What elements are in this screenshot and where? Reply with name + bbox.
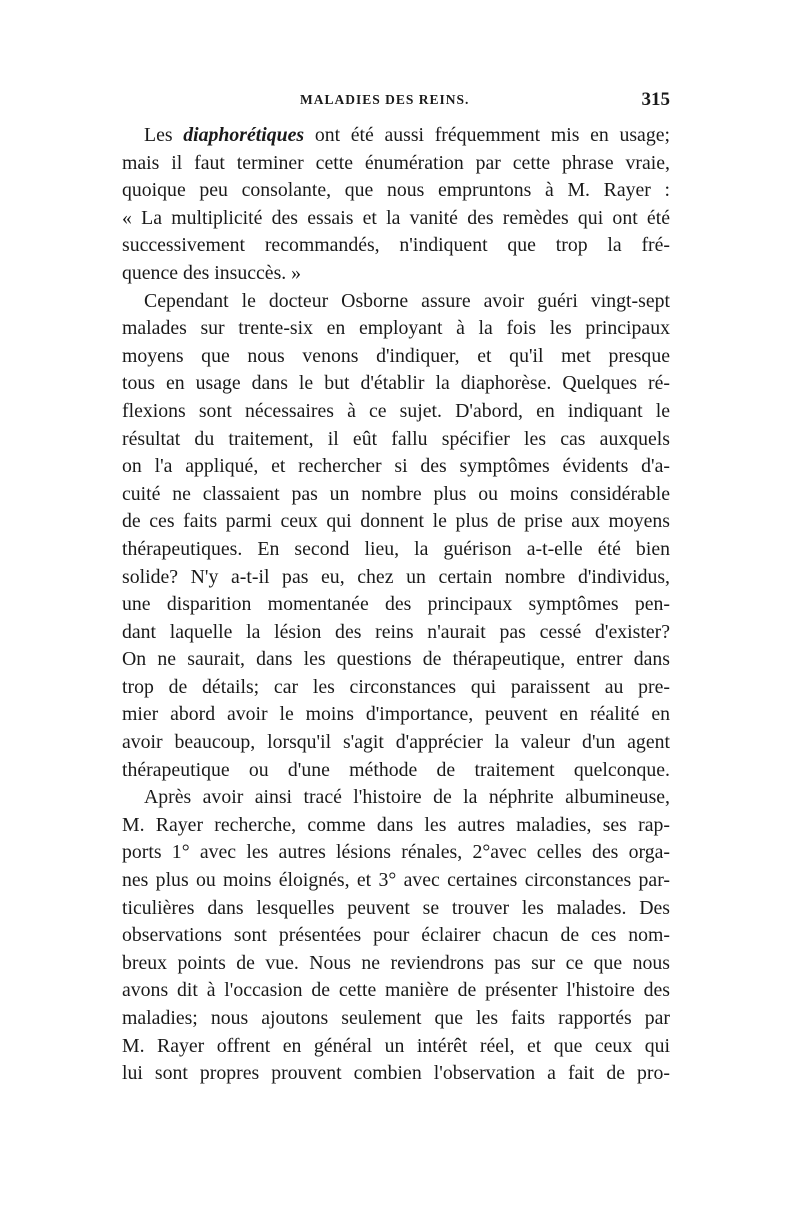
text-line: moyens que nous venons d'indiquer, et qu'il met presque — [122, 344, 670, 367]
text-line: avons dit à l'occasion de cette manière de présenter l'histoire des — [122, 979, 670, 1002]
text-line: dant laquelle la lésion des reins n'aurait pas cessé d'exister? — [122, 620, 670, 643]
text-line: maladies; nous ajoutons seulement que les faits rapportés par — [122, 1007, 670, 1029]
body-text — [122, 122, 670, 1088]
text-line — [122, 122, 670, 150]
text-line: On ne saurait, dans les questions de thérapeutique, entrer dans — [122, 648, 670, 671]
text-line: « La multiplicité des essais et la vanité des remèdes qui ont été — [122, 206, 670, 229]
text-line: thérapeutique ou d'une méthode de traitement quelconque. — [122, 758, 670, 781]
text-line: observations sont présentées pour éclairer chacun de ces nom- — [122, 924, 670, 947]
text-line: ports 1° avec les autres lésions rénales, 2°avec celles des orga- — [122, 841, 670, 864]
text-line: cuité ne classaient pas un nombre plus ou moins considérable — [122, 482, 670, 505]
text-line: une disparition momentanée des principaux symptômes pen- — [122, 593, 670, 616]
text-line: breux points de vue. Nous ne reviendrons pas sur ce que nous — [122, 951, 670, 974]
text-line: de ces faits parmi ceux qui donnent le plus de prise aux moyens — [122, 510, 670, 533]
text-line: Cependant le docteur Osborne assure avoir guéri vingt-sept — [144, 289, 670, 312]
page-number: 315 — [641, 89, 670, 110]
text-line: flexions sont nécessaires à ce sujet. D'abord, en indiquant le — [122, 399, 670, 422]
line-rest: ont été aussi fréquemment mis en usage; — [304, 124, 670, 146]
text-line: résultat du traitement, il eût fallu spécifier les cas auxquels — [122, 427, 670, 450]
running-header — [122, 89, 670, 116]
text-line: on l'a appliqué, et rechercher si des symptômes évidents d'a- — [122, 455, 670, 478]
text-line: M. Rayer recherche, comme dans les autres maladies, ses rap- — [122, 813, 670, 836]
line-lead: Les — [144, 124, 184, 146]
text-line: quence des insuccès. » — [122, 261, 302, 284]
text-line: avoir beaucoup, lorsqu'il s'agit d'apprécier la valeur d'un agent — [122, 731, 670, 754]
text-line: thérapeutiques. En second lieu, la guérison a-t-elle été bien — [122, 537, 670, 560]
text-line: Après avoir ainsi tracé l'histoire de la néphrite albumineuse, — [144, 786, 670, 809]
text-line: mais il faut terminer cette énumération par cette phrase vraie, — [122, 151, 670, 174]
text-line: ticulières dans lesquelles peuvent se trouver les malades. Des — [122, 896, 670, 919]
text-line: nes plus ou moins éloignés, et 3° avec certaines circonstances par- — [122, 869, 670, 892]
text-line: mier abord avoir le moins d'importance, peuvent en réalité en — [122, 703, 670, 726]
text-line: malades sur trente-six en employant à la fois les principaux — [122, 317, 670, 340]
text-line: solide? N'y a-t-il pas eu, chez un certain nombre d'individus, — [122, 565, 670, 588]
text-line: trop de détails; car les circonstances qui paraissent au pre- — [122, 675, 670, 698]
text-line: M. Rayer offrent en général un intérêt réel, et que ceux qui — [122, 1034, 670, 1057]
text-line: quoique peu consolante, que nous empruntons à M. Rayer : — [122, 179, 670, 202]
running-title: MALADIES DES REINS. — [300, 92, 470, 107]
text-line: successivement recommandés, n'indiquent que trop la fré- — [122, 234, 670, 257]
text-line: tous en usage dans le but d'établir la diaphorèse. Quelques ré- — [122, 372, 670, 395]
text-line: lui sont propres prouvent combien l'observation a fait de pro- — [122, 1062, 670, 1085]
emphasized-term: diaphorétiques — [183, 124, 305, 146]
